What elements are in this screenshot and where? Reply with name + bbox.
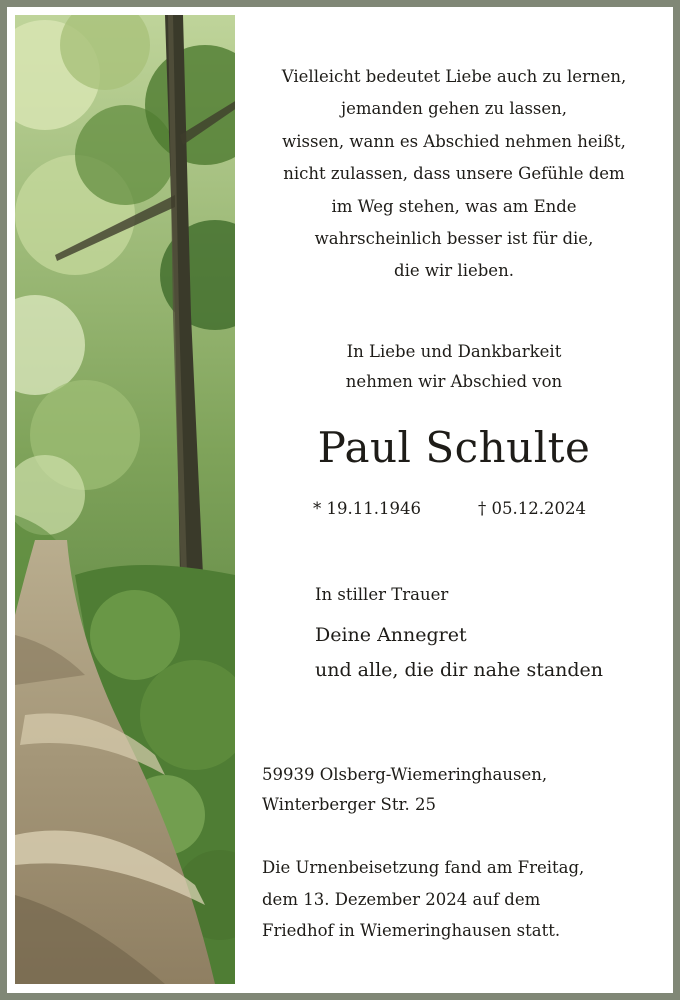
mourner-line: Deine Annegret [315, 624, 467, 646]
address-line: Winterberger Str. 25 [262, 795, 437, 814]
intro-line: In Liebe und Dankbarkeit [346, 342, 562, 361]
death-date: † 05.12.2024 [478, 499, 586, 518]
poem-line: wissen, wann es Abschied nehmen heißt, [282, 131, 626, 151]
poem-line: nicht zulassen, dass unsere Gefühle dem [283, 164, 625, 184]
notice-line: dem 13. Dezember 2024 auf dem [262, 889, 541, 909]
poem-line: jemanden gehen zu lassen, [340, 99, 568, 119]
mourner-line: und alle, die dir nahe standen [315, 659, 604, 681]
obituary-card [7, 7, 673, 993]
notice-line: Friedhof in Wiemeringhausen statt. [262, 921, 561, 940]
obituary-text [235, 7, 673, 993]
address-line: 59939 Olsberg-Wiemeringhausen, [262, 765, 548, 784]
birth-date: * 19.11.1946 [313, 499, 421, 518]
intro-line: nehmen wir Abschied von [345, 372, 563, 391]
address [262, 760, 547, 820]
mourners [315, 618, 603, 688]
notice-line: Die Urnenbeisetzung fand am Freitag, [262, 858, 585, 877]
poem [235, 61, 673, 288]
mourning-heading: In stiller Trauer [315, 585, 449, 604]
forest-path-photo [15, 15, 235, 984]
poem-line: wahrscheinlich besser ist für die, [314, 229, 594, 249]
deceased-name: Paul Schulte [317, 423, 591, 472]
poem-line: im Weg stehen, was am Ende [331, 196, 577, 216]
burial-notice [262, 852, 584, 947]
poem-line: Vielleicht bedeutet Liebe auch zu lernen, [281, 67, 627, 86]
poem-line: die wir lieben. [394, 261, 514, 281]
intro-text [235, 337, 673, 397]
